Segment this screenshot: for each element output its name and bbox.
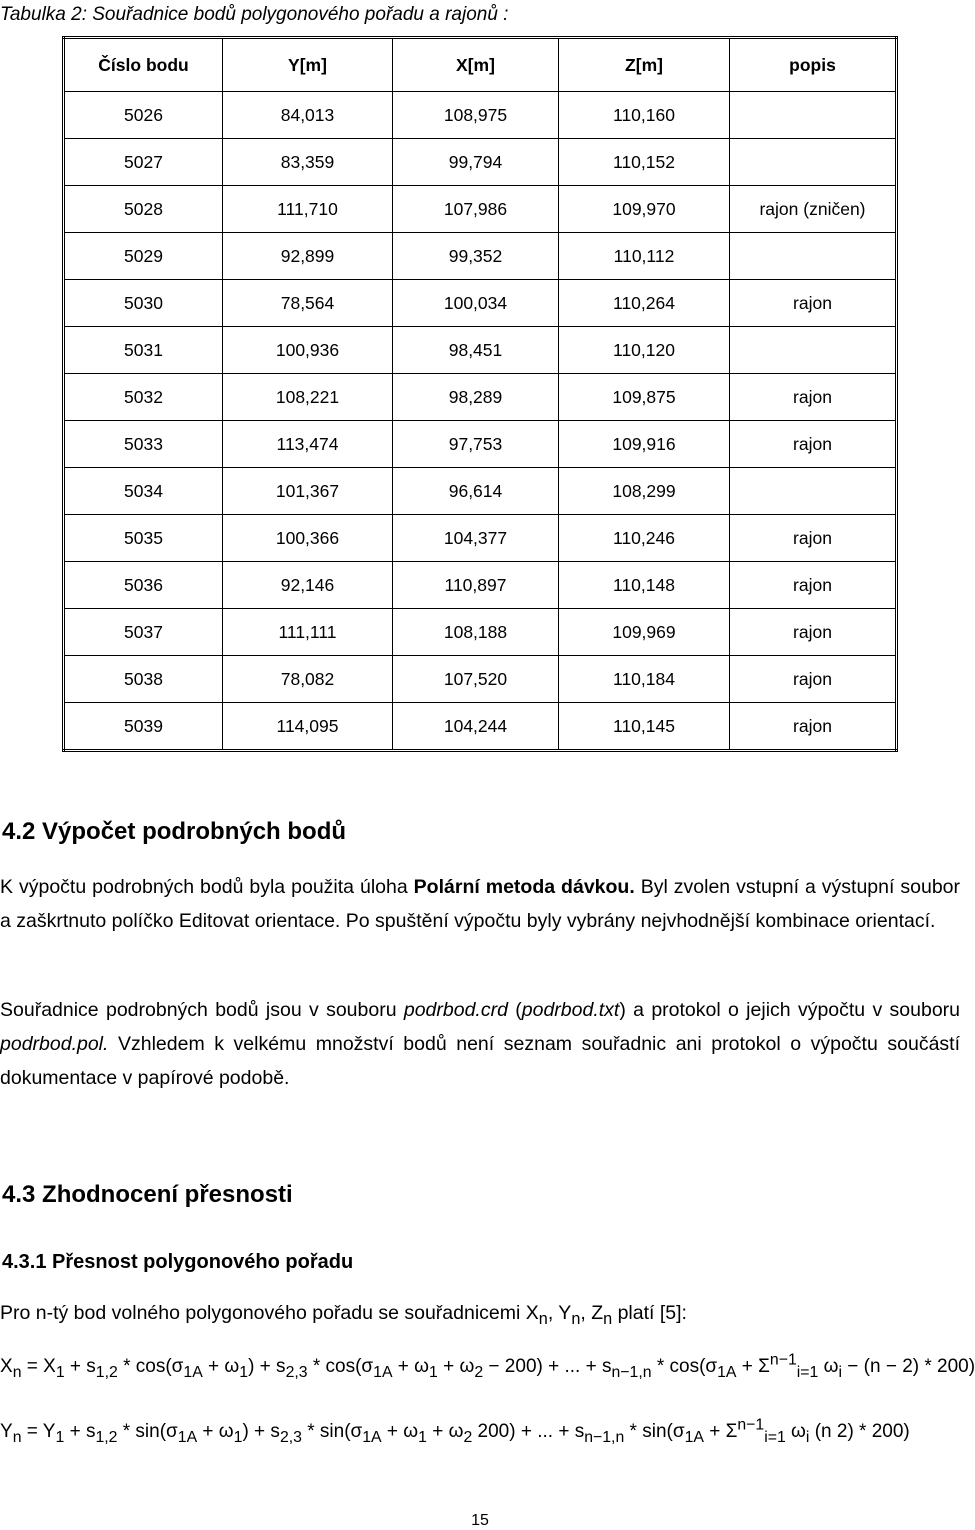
table-cell: 110,264 [559, 280, 730, 327]
table-cell: 100,936 [223, 327, 393, 374]
subsection-heading-4-3-1: 4.3.1 Přesnost polygonového pořadu [2, 1251, 354, 1273]
table-cell: 99,352 [393, 233, 559, 280]
table-row [64, 374, 897, 421]
table-cell: 109,969 [559, 609, 730, 656]
table-cell: rajon [730, 280, 897, 327]
table-cell [730, 468, 897, 515]
table-row [64, 609, 897, 656]
table-cell: 97,753 [393, 421, 559, 468]
table-cell: 5031 [64, 327, 223, 374]
table-cell: 5032 [64, 374, 223, 421]
table-row [64, 515, 897, 562]
table-row [64, 703, 897, 751]
table-cell: rajon [730, 703, 897, 751]
table-cell: 110,897 [393, 562, 559, 609]
table-cell: 108,299 [559, 468, 730, 515]
table-row [64, 656, 897, 703]
column-header: Z[m] [559, 38, 730, 92]
table-cell: 110,148 [559, 562, 730, 609]
column-header: popis [730, 38, 897, 92]
table-cell: 110,160 [559, 92, 730, 139]
table-caption: Tabulka 2: Souřadnice bodů polygonového pořadu a rajonů : [0, 4, 509, 25]
table-cell: 108,221 [223, 374, 393, 421]
table-cell: 5026 [64, 92, 223, 139]
table-cell: 100,034 [393, 280, 559, 327]
table-cell: 78,564 [223, 280, 393, 327]
table-cell: 114,095 [223, 703, 393, 751]
table-cell: 107,986 [393, 186, 559, 233]
table-cell: 5027 [64, 139, 223, 186]
formula-x: $X_n = X_1 + s_{1,2} * \cos(\sigma_{1A} + \omega_1) + s_{2,3} * \cos(\sigma_{1A} + \omega_1 + \omega_2 - 200)$ + ... + $s_{n-1,n} * \cos(\sigma_{1A} + \Sigma^{n-1}_{i=1}$ $\omega_i - (n - 2) * 200$) [0, 1352, 975, 1382]
table-cell: 98,289 [393, 374, 559, 421]
table-row [64, 280, 897, 327]
coordinates-table [62, 36, 898, 752]
paragraph-files: Souřadnice podrobných bodů jsou v souboru podrbod.crd (podrbod.txt) a protokol o jejich výpočtu v souboru podrbod.pol. Vzhledem k velkému množství bodů není seznam souřadnic ani protokol o výpočtu součástí dokumentace v papírové podobě. [0, 999, 961, 1089]
table-cell: rajon (zničen) [730, 186, 897, 233]
table-row [64, 327, 897, 374]
table-cell: 110,152 [559, 139, 730, 186]
table-cell: 83,359 [223, 139, 393, 186]
table-cell: 109,970 [559, 186, 730, 233]
table-cell: 109,916 [559, 421, 730, 468]
table-cell: rajon [730, 421, 897, 468]
table-cell: 5028 [64, 186, 223, 233]
paragraph-polar-method: K výpočtu podrobných bodů byla použita úloha Polární metoda dávkou. Byl zvolen vstupní a výstupní soubor a zaškrtnuto políčko Editovat orientace. Po spuštění výpočtu byly vybrány nejvhodnější kombinace orientací. [0, 876, 960, 932]
table-cell: 110,120 [559, 327, 730, 374]
table-cell: 5035 [64, 515, 223, 562]
table-cell [730, 233, 897, 280]
table-cell: 5038 [64, 656, 223, 703]
table-cell [730, 327, 897, 374]
table-cell: rajon [730, 515, 897, 562]
table-row [64, 562, 897, 609]
table-cell: rajon [730, 374, 897, 421]
section-heading-4-2: 4.2 Výpočet podrobných bodů [2, 818, 347, 845]
table-cell: 99,794 [393, 139, 559, 186]
table-cell: 5033 [64, 421, 223, 468]
column-header: Číslo bodu [64, 38, 223, 92]
table-cell: 111,710 [223, 186, 393, 233]
table-cell [730, 92, 897, 139]
table-row [64, 468, 897, 515]
table-cell: rajon [730, 656, 897, 703]
paragraph-formula-intro: Pro n-tý bod volného polygonového pořadu se souřadnicemi $X_n$, $Y_n$, $Z_n$ platí [5]: [0, 1302, 687, 1328]
table-cell: 110,184 [559, 656, 730, 703]
table-cell: 110,246 [559, 515, 730, 562]
table-cell: 110,145 [559, 703, 730, 751]
section-heading-4-3: 4.3 Zhodnocení přesnosti [2, 1181, 293, 1208]
table-cell: 100,366 [223, 515, 393, 562]
table-cell: rajon [730, 562, 897, 609]
table-cell: 107,520 [393, 656, 559, 703]
column-header: Y[m] [223, 38, 393, 92]
formula-y: $Y_n = Y_1 + s_{1,2} * \sin(\sigma_{1A} + \omega_1) + s_{2,3} * \sin(\sigma_{1A} + \omega_1 + \omega_2$ 200) + ... + $s_{n-1,n} * \sin(\sigma_{1A} + \Sigma^{n-1}_{i=1}$ $\omega_i$ (n 2) * 200) [0, 1417, 910, 1447]
table-cell: rajon [730, 609, 897, 656]
column-header: X[m] [393, 38, 559, 92]
table-cell: 96,614 [393, 468, 559, 515]
table-cell: 108,975 [393, 92, 559, 139]
filename-txt: podrbod.txt [521, 999, 620, 1021]
table-cell: 5034 [64, 468, 223, 515]
table-cell: 5029 [64, 233, 223, 280]
table-cell: 98,451 [393, 327, 559, 374]
table-cell: 5030 [64, 280, 223, 327]
table-cell: 92,146 [223, 562, 393, 609]
table-cell: 5039 [64, 703, 223, 751]
table-cell: 101,367 [223, 468, 393, 515]
table-cell: 84,013 [223, 92, 393, 139]
table-cell: 110,112 [559, 233, 730, 280]
table-row [64, 92, 897, 139]
table-row [64, 139, 897, 186]
table-cell: 78,082 [223, 656, 393, 703]
filename-crd: podrbod.crd [403, 999, 508, 1021]
table-cell: 111,111 [223, 609, 393, 656]
filename-pol: podrbod.pol. [0, 1033, 109, 1055]
table-cell: 104,244 [393, 703, 559, 751]
table-cell: 5036 [64, 562, 223, 609]
table-cell: 92,899 [223, 233, 393, 280]
table-header-row [64, 38, 897, 92]
table-row [64, 421, 897, 468]
table-cell: 5037 [64, 609, 223, 656]
table-cell: 104,377 [393, 515, 559, 562]
table-cell: 109,875 [559, 374, 730, 421]
table-row [64, 233, 897, 280]
table-cell: 108,188 [393, 609, 559, 656]
table-cell [730, 139, 897, 186]
page-number: 15 [471, 1512, 489, 1529]
table-cell: 113,474 [223, 421, 393, 468]
table-row [64, 186, 897, 233]
